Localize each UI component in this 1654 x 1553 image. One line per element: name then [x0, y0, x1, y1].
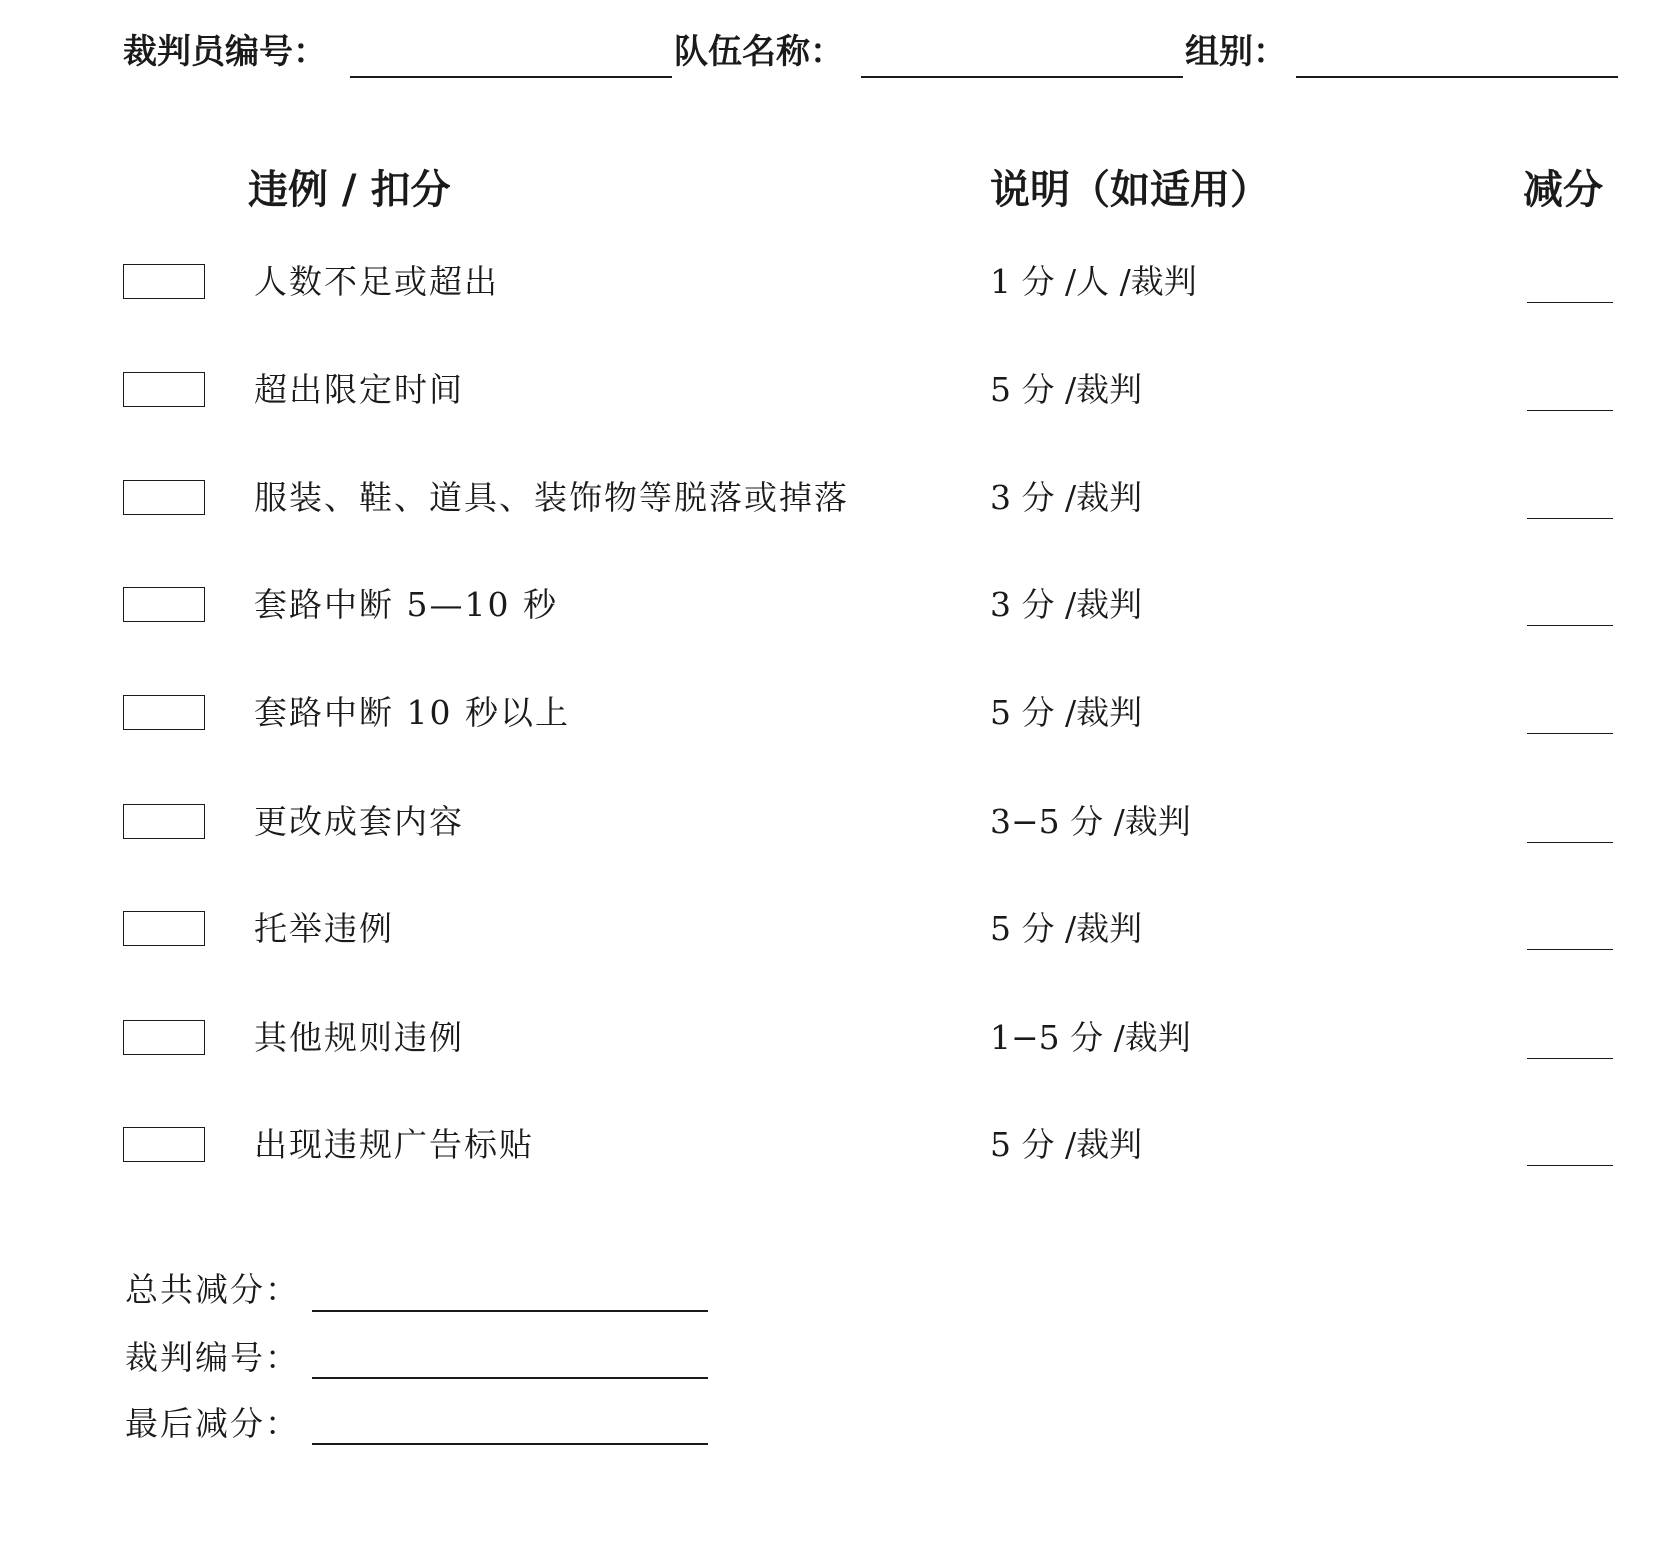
- violation-description: 5 分 /裁判: [990, 909, 1143, 948]
- violation-row: [0, 683, 1654, 743]
- violation-description: 1 分 /人 /裁判: [990, 262, 1197, 301]
- judge-number-field[interactable]: [350, 76, 672, 78]
- deduction-field[interactable]: [1527, 625, 1613, 626]
- violation-description: 3−5 分 /裁判: [990, 802, 1191, 841]
- violation-checkbox[interactable]: [123, 1020, 205, 1055]
- violation-row: [0, 468, 1654, 528]
- violation-description: 3 分 /裁判: [990, 478, 1143, 517]
- violation-checkbox[interactable]: [123, 372, 205, 407]
- final-deduction-field[interactable]: [312, 1443, 708, 1445]
- violation-label: 套路中断 10 秒以上: [254, 693, 570, 732]
- violation-row: [0, 1008, 1654, 1068]
- group-label: 组别：: [1185, 32, 1287, 72]
- group-field[interactable]: [1296, 76, 1618, 78]
- violation-label: 托举违例: [254, 909, 394, 948]
- deduction-field[interactable]: [1527, 302, 1613, 303]
- judge-number-footer-field[interactable]: [312, 1377, 708, 1379]
- deduction-column-title: 减分: [1523, 167, 1603, 213]
- violation-checkbox[interactable]: [123, 480, 205, 515]
- violation-row: [0, 899, 1654, 959]
- violation-label: 更改成套内容: [254, 802, 464, 841]
- violation-label: 其他规则违例: [254, 1018, 464, 1057]
- deduction-field[interactable]: [1527, 1058, 1613, 1059]
- judge-number-footer-label: 裁判编号：: [125, 1338, 300, 1377]
- judge-number-label: 裁判员编号：: [123, 32, 327, 72]
- violation-checkbox[interactable]: [123, 695, 205, 730]
- team-name-field[interactable]: [861, 76, 1183, 78]
- violation-description: 5 分 /裁判: [990, 370, 1143, 409]
- violation-label: 人数不足或超出: [254, 262, 499, 301]
- violation-description: 5 分 /裁判: [990, 1125, 1143, 1164]
- violation-checkbox[interactable]: [123, 911, 205, 946]
- violation-checkbox[interactable]: [123, 1127, 205, 1162]
- violation-row: [0, 792, 1654, 852]
- description-column-title: 说明（如适用）: [990, 167, 1270, 213]
- violation-checkbox[interactable]: [123, 587, 205, 622]
- deduction-field[interactable]: [1527, 949, 1613, 950]
- violation-checkbox[interactable]: [123, 804, 205, 839]
- violation-description: 5 分 /裁判: [990, 693, 1143, 732]
- total-deduction-field[interactable]: [312, 1310, 708, 1312]
- total-deduction-label: 总共减分：: [125, 1270, 300, 1309]
- violation-description: 3 分 /裁判: [990, 585, 1143, 624]
- violation-label: 出现违规广告标贴: [254, 1125, 534, 1164]
- final-deduction-label: 最后减分：: [125, 1404, 300, 1443]
- violation-row: [0, 1115, 1654, 1175]
- deduction-field[interactable]: [1527, 842, 1613, 843]
- violation-label: 套路中断 5—10 秒: [254, 585, 558, 624]
- violation-label: 超出限定时间: [254, 370, 464, 409]
- violation-row: [0, 575, 1654, 635]
- deduction-field[interactable]: [1527, 518, 1613, 519]
- violation-row: [0, 252, 1654, 312]
- violation-row: [0, 360, 1654, 420]
- violation-column-title: 违例 / 扣分: [248, 167, 451, 213]
- deduction-field[interactable]: [1527, 733, 1613, 734]
- deduction-field[interactable]: [1527, 1165, 1613, 1166]
- violation-label: 服装、鞋、道具、装饰物等脱落或掉落: [254, 478, 849, 517]
- violation-description: 1−5 分 /裁判: [990, 1018, 1191, 1057]
- team-name-label: 队伍名称：: [674, 32, 844, 72]
- violation-checkbox[interactable]: [123, 264, 205, 299]
- deduction-field[interactable]: [1527, 410, 1613, 411]
